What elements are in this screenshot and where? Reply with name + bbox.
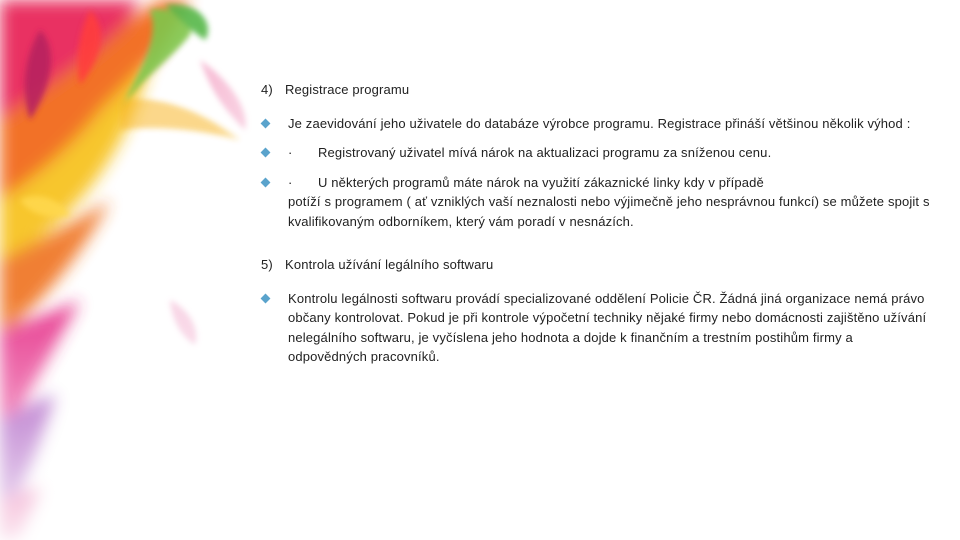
section-title: Registrace programu: [285, 82, 410, 97]
bullet-list: [261, 289, 931, 367]
list-item: [261, 143, 931, 163]
section-heading: [261, 80, 931, 100]
diamond-bullet-icon: [261, 118, 271, 128]
bullet-list: [261, 114, 931, 232]
middle-dot: ·: [288, 145, 293, 160]
section-heading: [261, 255, 931, 275]
diamond-bullet-icon: [261, 177, 271, 187]
list-item: [261, 173, 931, 232]
list-item: [261, 114, 931, 134]
bullet-text: Kontrolu legálnosti softwaru provádí specializované oddělení Policie ČR. Žádná jiná organizace nemá právo občany kontrolovat. Pokud je při kontrole výpočetní techniky nějaké firmy nebo domácnosti zajištěno užívání nelegálního softwaru, je vyčíslena jeho hodnota a dojde k finančním a trestním postihům firmy a odpovědných pracovníků.: [288, 290, 927, 364]
bullet-text: Registrovaný uživatel mívá nárok na aktualizaci programu za sníženou cenu.: [318, 145, 772, 160]
slide-content: [261, 80, 931, 367]
list-item: [261, 289, 931, 367]
section-title: Kontrola užívání legálního softwaru: [285, 257, 494, 272]
bullet-continuation: potíží s programem ( ať vzniklých vaší neznalosti nebo výjimečně jeho nesprávnou funkcí) se můžete spojit s kvalifikovaným odborníkem, který vám poradí v nesnázích.: [288, 194, 930, 229]
section-number: 5): [261, 257, 273, 272]
section-number: 4): [261, 82, 273, 97]
section-legal-software: [261, 255, 931, 367]
section-registration: [261, 80, 931, 231]
bullet-text: U některých programů máte nárok na využití zákaznické linky kdy v případě: [318, 174, 764, 190]
diamond-bullet-icon: [261, 293, 271, 303]
diamond-bullet-icon: [261, 148, 271, 158]
middle-dot: ·: [288, 174, 293, 190]
bullet-text: Je zaevidování jeho uživatele do databáze výrobce programu. Registrace přináší většinou několik výhod :: [288, 115, 911, 131]
